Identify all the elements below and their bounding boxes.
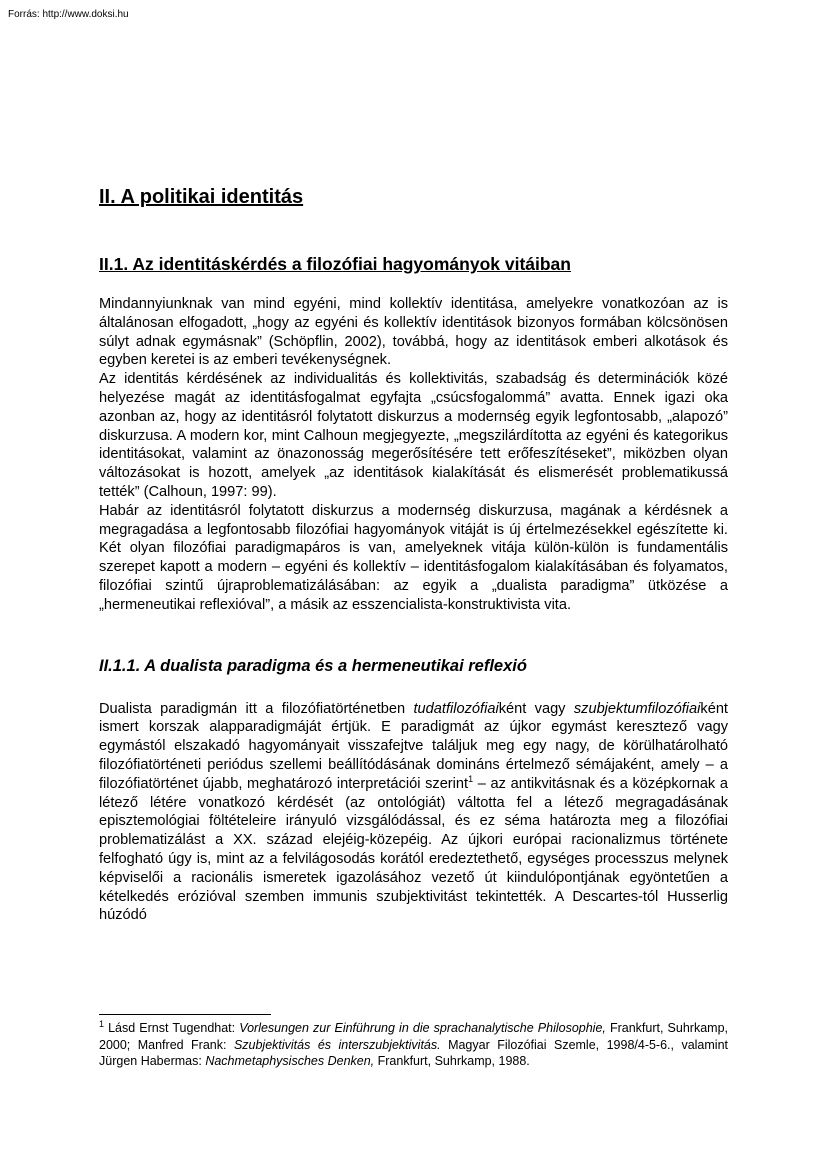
footnote-rule (99, 1014, 271, 1015)
footnote-number: 1 (99, 1018, 105, 1029)
fn-text-c: Magyar Filozófiai Szemle, 1998/4-5-6., valamint Jürgen Habermas: (99, 1037, 728, 1068)
chapter-title: II. A politikai identitás (99, 186, 304, 208)
p4-text-a: Dualista paradigmán itt a filozófiatörténetben (99, 700, 414, 717)
fn-italic-2: Szubjektivitás és interszubjektivitás. (233, 1037, 441, 1052)
subsection-title: II.1.1. A dualista paradigma és a hermeneutikai reflexió (99, 656, 527, 675)
p4-text-d: – az antikvitásnak és a középkornak a létező létére vonatkozó kérdését (az ontológiát) váltotta fel a létező megragadásának episztemológiai föltételeire irányuló vizsgálódással, és ez séma határozta meg a filozófiai problematizálást a XX. század elejéig-közepéig. Az újkori európai racionalizmus története felfogható úgy is, mint az a felvilágosodás korától eredeztethető, egységes processzus melynek képviselői a racionális ismeretek igazolásához vezető út kiindulópontjának egyöntetűen a kételkedés erózióval szemben immunis szubjektivitást tekintették. A Descartes-tól Husserlig húzódó (99, 775, 729, 924)
fn-text-b: Frankfurt, Suhrkamp, 2000; Manfred Frank: (99, 1021, 728, 1052)
document-body (99, 185, 728, 925)
p4-italic-1: tudatfilozófiai (413, 700, 499, 717)
p4-text-b: ként vagy (498, 700, 574, 717)
fn-italic-3: Nachmetaphysisches Denken, (205, 1054, 375, 1068)
paragraph-4 (99, 700, 728, 926)
fn-italic-1: Vorlesungen zur Einführung in die sprachanalytische Philosophie, (239, 1021, 606, 1035)
paragraph-3: Habár az identitásról folytatott diskurzus a modernség diskurzusa, magának a kérdésnek a megragadása a legfontosabb filozófiai hagyományok vitáját is új értelmezésekkel egészítette ki. Két olyan filozófiai paradigmapáros is van, amelyeknek vitája külön-külön is fundamentális szerepet kapott a modern – egyéni és kollektív – identitásfogalom kialakításában és folyamatos, filozófiai szintű újraproblematizálásában: az egyik a „dualista paradigma” ütközése a „hermeneutikai reflexióval”, a másik az esszencialista-konstruktivista vita. (99, 502, 728, 613)
fn-text-a: Lásd Ernst Tugendhat: (104, 1021, 240, 1035)
p4-italic-2: szubjektumfilozófiai (573, 700, 701, 717)
footnote (99, 1020, 728, 1070)
p4-text-c: ként ismert korszak alapparadigmáját értjük. E paradigmát az újkor egymást keresztező vagy egymástól elszakadó hagyományait visszafejtve találjuk meg egy nagy, de körülhatárolható filozófiatörténeti periódus szellemi beállítódásának domináns értelmező sémájaként, amely – a filozófiatörténet újabb, meghatározó interpretációi szerint (99, 700, 728, 792)
fn-text-d: Frankfurt, Suhrkamp, 1988. (374, 1054, 530, 1068)
source-note: Forrás: http://www.doksi.hu (8, 9, 129, 20)
paragraph-2: Az identitás kérdésének az individualitás és kollektivitás, szabadság és determinációk közé helyezése magát az identitásfogalmat egyfajta „csúcsfogalommá” avatta. Ennek igazi oka azonban az, hogy az identitásról folytatott diskurzus a modernség egyik legfontosabb, „alapozó” diskurzusa. A modern kor, mint Calhoun megjegyezte, „megszilárdította az egyéni és kategorikus identitásokat, valamint az önazonosság megerősítésére tett erőfeszítéseket”, miközben olyan változásokat is hozott, amelyek „az identitások kialakítását és elismerését problematikussá tették” (Calhoun, 1997: 99). (99, 371, 728, 500)
paragraph-1: Mindannyiunknak van mind egyéni, mind kollektív identitása, amelyekre vonatkozóan az is általánosan elfogadott, „hogy az egyéni és kollektív identitások bizonyos formában kölcsönösen súlyt adnak egymásnak” (Schöpflin, 2002), továbbá, hogy az identitások emberi alkotások és egyben keretei is az emberi tevékenységnek. (99, 296, 728, 369)
footnote-ref: 1 (468, 773, 474, 784)
section-title: II.1. Az identitáskérdés a filozófiai hagyományok vitáiban (99, 254, 571, 274)
